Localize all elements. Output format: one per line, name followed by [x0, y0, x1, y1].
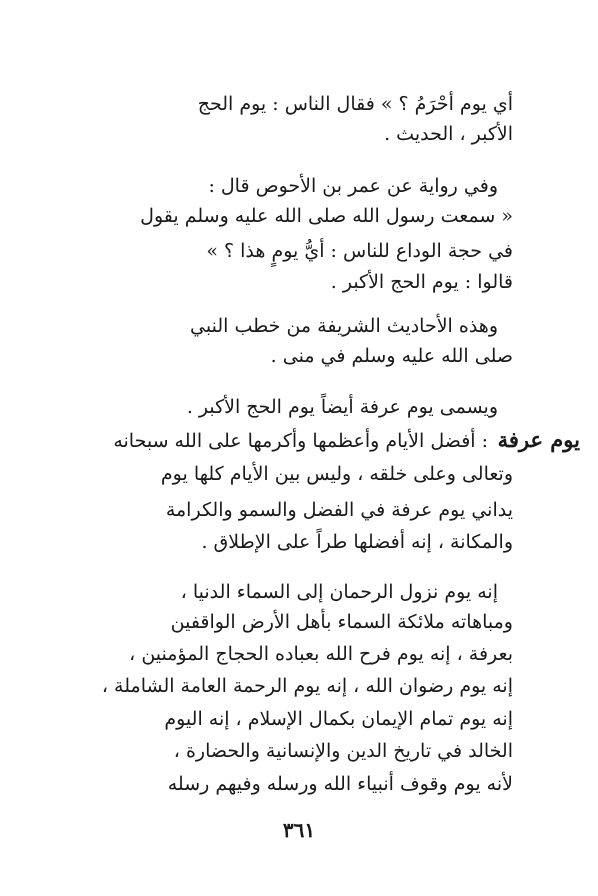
text-line: ويسمى يوم عرفة أيضاً يوم الحج الأكبر .: [186, 396, 498, 418]
page-number: ٣٦١: [282, 818, 316, 842]
text-line: لأنه يوم وقوف أنبياء الله ورسله وفيهم رسله: [167, 773, 513, 795]
text-line: وتعالى وعلى خلقه ، وليس بين الأيام كلها يوم: [160, 463, 513, 485]
text-line: يداني يوم عرفة في الفضل والسمو والكرامة: [165, 499, 513, 521]
text-line: قالوا : يوم الحج الأكبر .: [330, 271, 513, 293]
text-line: صلى الله عليه وسلم في منى .: [270, 345, 513, 367]
text-line: : أفضل الأيام وأعظمها وأكرمها على الله سبحانه: [113, 430, 488, 452]
text-line: الأكبر ، الحديث .: [384, 123, 513, 145]
text-line: أي يوم أحْرَمُ ؟ » فقال الناس : يوم الحج: [197, 93, 513, 115]
text-line: والمكانة ، إنه أفضلها طراً على الإطلاق .: [201, 531, 513, 553]
text-line: إنه يوم تمام الإيمان بكمال الإسلام ، إنه اليوم: [164, 708, 513, 730]
text-line: « سمعت رسول الله صلى الله عليه وسلم يقول: [140, 205, 513, 227]
text-line: في حجة الوداع للناس : أيُّ يومٍ هذا ؟ »: [206, 240, 513, 262]
text-line: ومباهاته ملائكة السماء بأهل الأرض الواقفين: [170, 611, 513, 633]
text-line: الخالد في تاريخ الدين والإنسانية والحضارة ،: [173, 740, 513, 762]
text-line: إنه يوم نزول الرحمان إلى السماء الدنيا ،: [180, 581, 498, 603]
text-line: وفي رواية عن عمر بن الأحوص قال :: [208, 175, 498, 197]
text-line: إنه يوم رضوان الله ، إنه يوم الرحمة العامة الشاملة ،: [101, 675, 513, 697]
text-line: بعرفة ، إنه يوم فرح الله بعباده الحجاج المؤمنين ،: [129, 643, 513, 665]
term-label: يوم عرفة: [497, 427, 580, 452]
text-line: وهذه الأحاديث الشريفة من خطب النبي: [190, 315, 498, 337]
